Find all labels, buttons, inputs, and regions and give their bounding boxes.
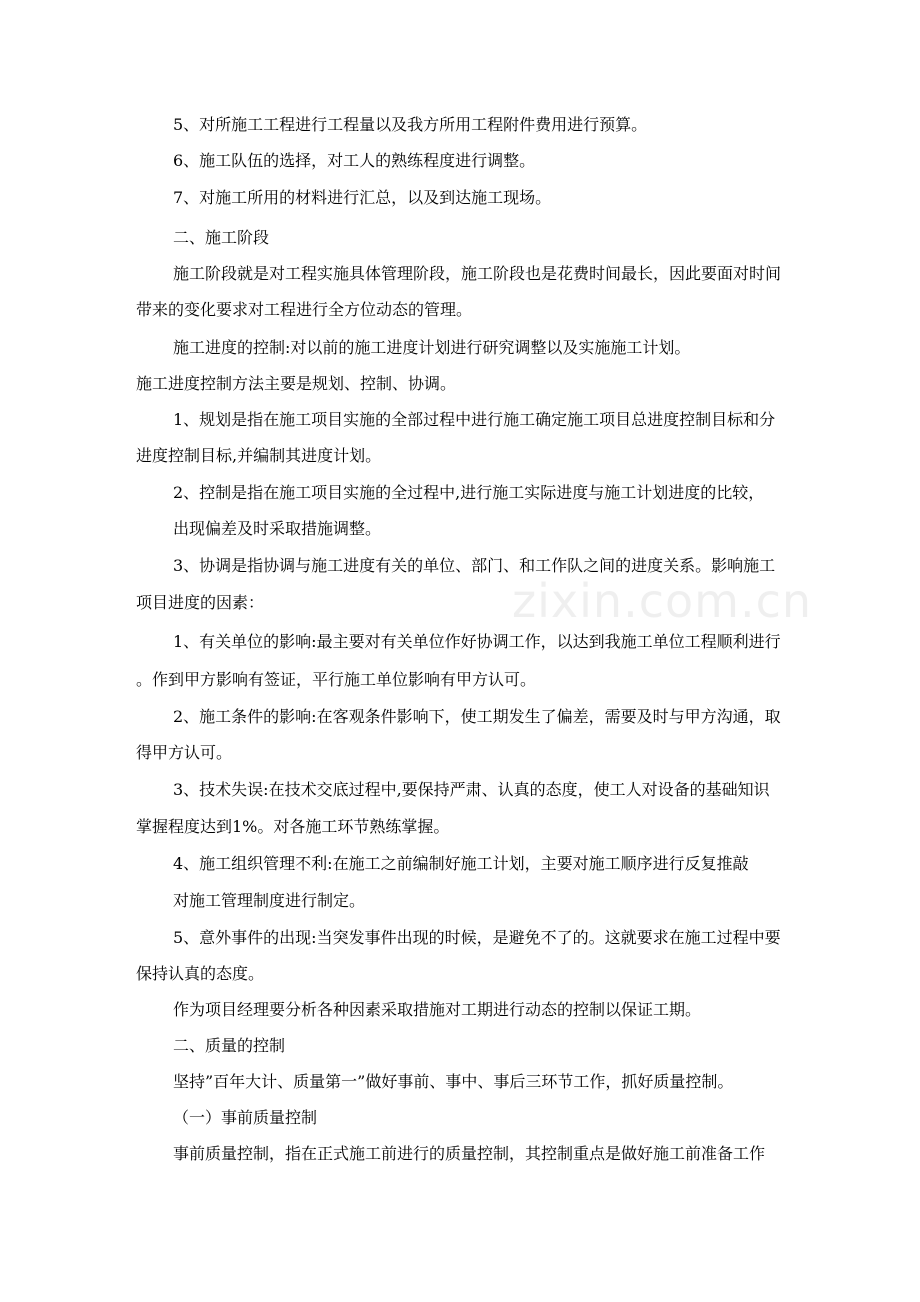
text-line: 施工阶段就是对工程实施具体管理阶段，施工阶段也是花费时间最长，因此要面对时间: [173, 264, 782, 283]
watermark: zixin.com.cn: [512, 574, 813, 628]
text-line: 施工进度的控制:对以前的施工进度计划进行研究调整以及实施施工计划。: [173, 338, 691, 357]
text-line: 得甲方认可。: [136, 743, 233, 762]
text-line: 2、施工条件的影响:在客观条件影响下，使工期发生了偏差，需要及时与甲方沟通，取: [173, 707, 781, 726]
text-line: 事前质量控制，指在正式施工前进行的质量控制，其控制重点是做好施工前准备工作: [173, 1144, 766, 1163]
text-line: 坚持”百年大计、质量第一”做好事前、事中、事后三环节工作，抓好质量控制。: [173, 1072, 734, 1091]
text-line: 作为项目经理要分析各种因素采取措施对工期进行动态的控制以保证工期。: [173, 1000, 702, 1019]
text-line: 3、协调是指协调与施工进度有关的单位、部门、和工作队之间的进度关系。影响施工: [173, 556, 776, 575]
text-line: 对施工管理制度进行制定。: [173, 891, 366, 910]
text-line: 进度控制目标,并编制其进度计划。: [136, 446, 382, 465]
text-line: 带来的变化要求对工程进行全方位动态的管理。: [136, 300, 473, 319]
section-heading: 二、质量的控制: [173, 1036, 286, 1055]
text-line: 项目进度的因素：: [136, 593, 265, 612]
text-line: 1、有关单位的影响:最主要对有关单位作好协调工作，以达到我施工单位工程顺利进行: [173, 632, 781, 651]
text-line: 6、施工队伍的选择，对工人的熟练程度进行调整。: [173, 151, 536, 170]
text-line: 1、规划是指在施工项目实施的全部过程中进行施工确定施工项目总进度控制目标和分: [173, 410, 776, 429]
text-line: 施工进度控制方法主要是规划、控制、协调。: [136, 374, 457, 393]
text-line: 7、对施工所用的材料进行汇总，以及到达施工现场。: [173, 188, 552, 207]
text-line: 保持认真的态度。: [136, 964, 265, 983]
section-heading: 二、施工阶段: [173, 228, 270, 247]
text-line: 。作到甲方影响有签证，平行施工单位影响有甲方认可。: [136, 670, 537, 689]
text-line: 2、控制是指在施工项目实施的全过程中,进行施工实际进度与施工计划进度的比较，: [173, 483, 765, 502]
text-line: 5、意外事件的出现:当突发事件出现的时候，是避免不了的。这就要求在施工过程中要: [173, 928, 781, 947]
text-line: 4、施工组织管理不利:在施工之前编制好施工计划，主要对施工顺序进行反复推敲: [173, 854, 749, 873]
text-line: 3、技术失误:在技术交底过程中,要保持严肃、认真的态度，使工人对设备的基础知识: [173, 780, 770, 799]
subsection-heading: （一）事前质量控制: [173, 1108, 318, 1127]
text-line: 出现偏差及时采取措施调整。: [173, 519, 382, 538]
text-line: 掌握程度达到1%。对各施工环节熟练掌握。: [136, 817, 450, 836]
text-line: 5、对所施工工程进行工程量以及我方所用工程附件费用进行预算。: [173, 115, 648, 134]
